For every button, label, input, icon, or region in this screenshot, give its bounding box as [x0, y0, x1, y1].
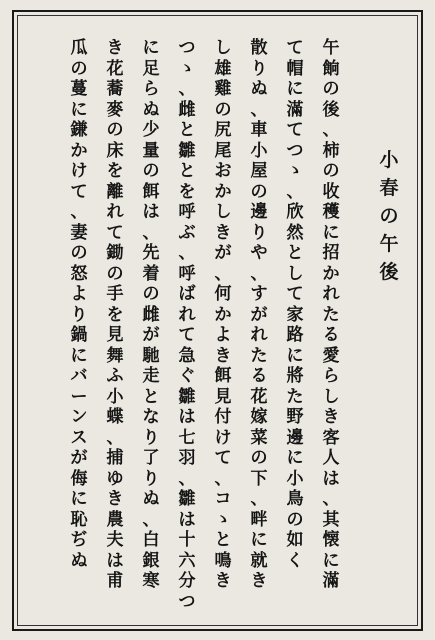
text-char: ぢ — [70, 530, 88, 550]
text-char: 走 — [142, 366, 160, 386]
text-char: き — [214, 345, 232, 366]
text-char: 麥 — [106, 99, 124, 120]
text-char: け — [70, 161, 88, 181]
text-char: 馳 — [142, 345, 160, 366]
text-char: 先 — [142, 243, 160, 263]
text-char: れ — [250, 325, 268, 345]
text-char: る — [250, 366, 268, 386]
text-char: 、 — [178, 468, 196, 489]
text-char: は — [178, 509, 196, 530]
text-char: て — [214, 448, 232, 468]
text-char: 、 — [142, 222, 160, 243]
text-char: の — [70, 58, 88, 79]
text-char: 妻 — [70, 222, 88, 243]
text-char: 穫 — [322, 202, 340, 222]
text-char: 量 — [142, 140, 160, 161]
text-char: 午 — [322, 38, 340, 58]
text-column-8 — [66, 40, 92, 573]
text-char: ら — [322, 366, 340, 386]
text-char: 、 — [178, 243, 196, 263]
text-char: 、 — [142, 509, 160, 530]
text-char: れ — [322, 284, 340, 304]
text-char: れ — [178, 304, 196, 325]
text-char: ゆ — [106, 468, 124, 489]
text-char: 車 — [250, 120, 268, 140]
text-char: 收 — [322, 181, 340, 202]
text-char: 、 — [178, 79, 196, 99]
text-char: に — [250, 530, 268, 550]
text-char: に — [142, 38, 160, 58]
text-char: と — [178, 161, 196, 181]
text-char: 小 — [379, 149, 399, 171]
text-char: の — [322, 161, 340, 181]
text-char: 七 — [178, 427, 196, 448]
text-char: 將 — [286, 366, 304, 386]
text-char: ぬ — [70, 550, 88, 571]
text-char: 、 — [70, 202, 88, 222]
text-char: 路 — [286, 325, 304, 345]
text-char: ゝ — [214, 509, 232, 530]
text-char: に — [286, 448, 304, 468]
text-char: 欣 — [286, 202, 304, 222]
text-char: 銀 — [142, 550, 160, 571]
text-char: 畔 — [250, 509, 268, 530]
text-char: バ — [70, 366, 88, 386]
text-char: 屋 — [250, 161, 268, 181]
text-char: に — [70, 99, 88, 120]
text-char: し — [322, 386, 340, 407]
text-char: 小 — [250, 140, 268, 161]
text-char: か — [322, 263, 340, 284]
text-char: 瓜 — [70, 38, 88, 58]
text-char: り — [70, 304, 88, 325]
text-char: 鍋 — [70, 325, 88, 345]
text-char: 離 — [106, 181, 124, 202]
text-char: 如 — [286, 530, 304, 550]
text-char: 散 — [250, 38, 268, 58]
text-char: 餌 — [214, 366, 232, 386]
text-char: 餌 — [142, 181, 160, 202]
text-char: ぶ — [178, 222, 196, 243]
text-char: 蕎 — [106, 79, 124, 99]
text-char: 農 — [106, 509, 124, 530]
text-char: ゝ — [286, 161, 304, 181]
text-char: に — [286, 79, 304, 99]
text-char: 春 — [379, 177, 399, 199]
text-char: た — [250, 345, 268, 366]
text-char: 後 — [379, 261, 399, 283]
text-char: 愛 — [322, 345, 340, 366]
text-char: の — [322, 79, 340, 99]
text-char: 後 — [322, 99, 340, 120]
text-char: 花 — [250, 386, 268, 407]
text-char: ぬ — [142, 489, 160, 509]
text-char: 、 — [214, 263, 232, 284]
text-char: の — [106, 263, 124, 284]
text-char: り — [142, 468, 160, 489]
text-char: の — [250, 448, 268, 468]
text-char: 蝶 — [106, 407, 124, 427]
text-char: て — [286, 38, 304, 58]
text-char: 小 — [106, 386, 124, 407]
text-char: 急 — [178, 345, 196, 366]
text-char: き — [214, 222, 232, 243]
text-char: く — [286, 550, 304, 571]
text-char: よ — [214, 325, 232, 345]
text-char: て — [178, 325, 196, 345]
text-char: は — [106, 550, 124, 571]
text-char: 見 — [106, 325, 124, 345]
text-char: 家 — [286, 304, 304, 325]
text-char: 邊 — [286, 427, 304, 448]
text-char: 分 — [178, 571, 196, 591]
text-char: 甫 — [106, 571, 124, 591]
text-char: き — [106, 489, 124, 509]
text-char: 雌 — [142, 304, 160, 325]
text-char: 午 — [379, 233, 399, 255]
text-char: し — [286, 263, 304, 284]
text-column-5 — [174, 40, 200, 614]
text-char: り — [142, 427, 160, 448]
text-char: た — [322, 304, 340, 325]
text-char: 餉 — [322, 58, 340, 79]
text-char: つ — [178, 591, 196, 612]
text-char: 雛 — [178, 140, 196, 161]
text-char: 就 — [250, 550, 268, 571]
text-char: な — [142, 407, 160, 427]
text-char: る — [322, 325, 340, 345]
text-char: 雛 — [178, 489, 196, 509]
text-char: の — [70, 243, 88, 263]
text-char: の — [106, 120, 124, 140]
text-char: 見 — [214, 386, 232, 407]
text-char: 寒 — [142, 571, 160, 591]
text-char: ゝ — [178, 58, 196, 79]
text-char: 呼 — [178, 202, 196, 222]
text-char: す — [250, 284, 268, 304]
text-char: 捕 — [106, 448, 124, 468]
text-char: 滿 — [286, 99, 304, 120]
text-char: と — [214, 530, 232, 550]
text-char: は — [178, 407, 196, 427]
text-char: き — [106, 38, 124, 58]
text-char: 鳥 — [286, 489, 304, 509]
text-char: を — [178, 181, 196, 202]
text-char: 菜 — [250, 427, 268, 448]
text-char: か — [70, 140, 88, 161]
text-char: 嫁 — [250, 407, 268, 427]
text-char: り — [250, 58, 268, 79]
text-char: に — [70, 345, 88, 366]
text-char: や — [250, 243, 268, 263]
text-char: が — [70, 448, 88, 468]
text-char: 鳴 — [214, 550, 232, 571]
text-column-4 — [210, 40, 236, 594]
text-char: 、 — [322, 489, 340, 509]
text-char: 招 — [322, 243, 340, 263]
text-char: 足 — [142, 58, 160, 79]
text-char: け — [214, 427, 232, 448]
text-char: 着 — [142, 263, 160, 284]
text-char: 六 — [178, 550, 196, 571]
text-char: と — [142, 386, 160, 407]
text-column-2 — [282, 40, 308, 573]
text-char: に — [286, 345, 304, 366]
text-char: ふ — [106, 366, 124, 386]
text-char: れ — [106, 202, 124, 222]
text-char: か — [214, 181, 232, 202]
text-char: た — [286, 386, 304, 407]
text-char: 客 — [322, 427, 340, 448]
text-char: が — [214, 243, 232, 263]
text-char: き — [250, 571, 268, 591]
text-char: つ — [286, 140, 304, 161]
text-char: ぬ — [250, 79, 268, 99]
text-char: 、 — [322, 120, 340, 140]
text-char: を — [106, 161, 124, 181]
text-char: 怒 — [70, 263, 88, 284]
text-char: 柿 — [322, 140, 340, 161]
text-char: の — [142, 161, 160, 181]
text-char: 恥 — [70, 509, 88, 530]
text-char: 、 — [106, 427, 124, 448]
text-char: 鎌 — [70, 120, 88, 140]
text-char: 雌 — [178, 99, 196, 120]
text-char: 、 — [214, 468, 232, 489]
text-char: と — [286, 243, 304, 263]
text-char: を — [106, 304, 124, 325]
text-char: 雞 — [214, 79, 232, 99]
text-char: 然 — [286, 222, 304, 243]
text-column-1 — [318, 40, 344, 594]
text-char: は — [322, 468, 340, 489]
text-char: か — [214, 304, 232, 325]
text-char: て — [286, 120, 304, 140]
text-char: ン — [70, 407, 88, 427]
text-char: 侮 — [70, 468, 88, 489]
text-char: 了 — [142, 448, 160, 468]
text-char: 野 — [286, 407, 304, 427]
text-char: て — [70, 181, 88, 202]
text-char: に — [322, 222, 340, 243]
text-char: 邊 — [250, 202, 268, 222]
text-char: 蔓 — [70, 79, 88, 99]
text-char: の — [286, 509, 304, 530]
text-char: 尾 — [214, 140, 232, 161]
text-char: 人 — [322, 448, 340, 468]
text-char: ス — [70, 427, 88, 448]
text-char: 付 — [214, 407, 232, 427]
text-char: 鋤 — [106, 243, 124, 263]
text-char: 、 — [286, 181, 304, 202]
text-char: に — [322, 550, 340, 571]
text-char: の — [379, 205, 399, 227]
text-char: 呼 — [178, 263, 196, 284]
text-column-3 — [246, 40, 272, 594]
text-char: 、 — [250, 263, 268, 284]
text-char: 羽 — [178, 448, 196, 468]
text-char: の — [250, 181, 268, 202]
text-char: が — [142, 325, 160, 345]
text-char: し — [214, 38, 232, 58]
text-char: き — [322, 407, 340, 427]
text-char: の — [214, 99, 232, 120]
text-char: よ — [70, 284, 88, 304]
text-char: は — [142, 202, 160, 222]
text-char: 舞 — [106, 345, 124, 366]
text-char: に — [70, 489, 88, 509]
text-char: ら — [142, 79, 160, 99]
text-char: き — [214, 571, 232, 591]
text-char: 手 — [106, 284, 124, 304]
text-char: 下 — [250, 468, 268, 489]
text-char: 雛 — [178, 386, 196, 407]
text-char: 小 — [286, 468, 304, 489]
text-char: お — [214, 161, 232, 181]
text-column-6 — [138, 40, 164, 594]
text-char: の — [142, 284, 160, 304]
text-char: 帽 — [286, 58, 304, 79]
text-char: 尻 — [214, 120, 232, 140]
text-char: り — [250, 222, 268, 243]
text-char: 其 — [322, 509, 340, 530]
document-title — [376, 145, 402, 285]
text-char: て — [286, 284, 304, 304]
text-char: 、 — [250, 99, 268, 120]
text-char: 夫 — [106, 530, 124, 550]
text-char: 雄 — [214, 58, 232, 79]
text-char: し — [214, 202, 232, 222]
text-char: コ — [214, 489, 232, 509]
text-char: 滿 — [322, 571, 340, 591]
text-char: と — [178, 120, 196, 140]
text-column-7 — [102, 40, 128, 594]
text-char: 花 — [106, 58, 124, 79]
text-char: つ — [178, 38, 196, 58]
text-char: 床 — [106, 140, 124, 161]
text-char: ぐ — [178, 366, 196, 386]
text-char: 少 — [142, 120, 160, 140]
text-char: が — [250, 304, 268, 325]
text-char: 、 — [250, 489, 268, 509]
text-char: て — [106, 222, 124, 243]
text-char: 何 — [214, 284, 232, 304]
text-char: 十 — [178, 530, 196, 550]
text-char: ぬ — [142, 99, 160, 120]
text-char: 懐 — [322, 530, 340, 550]
text-char: ー — [70, 386, 88, 407]
text-char: ば — [178, 284, 196, 304]
text-char: 白 — [142, 530, 160, 550]
